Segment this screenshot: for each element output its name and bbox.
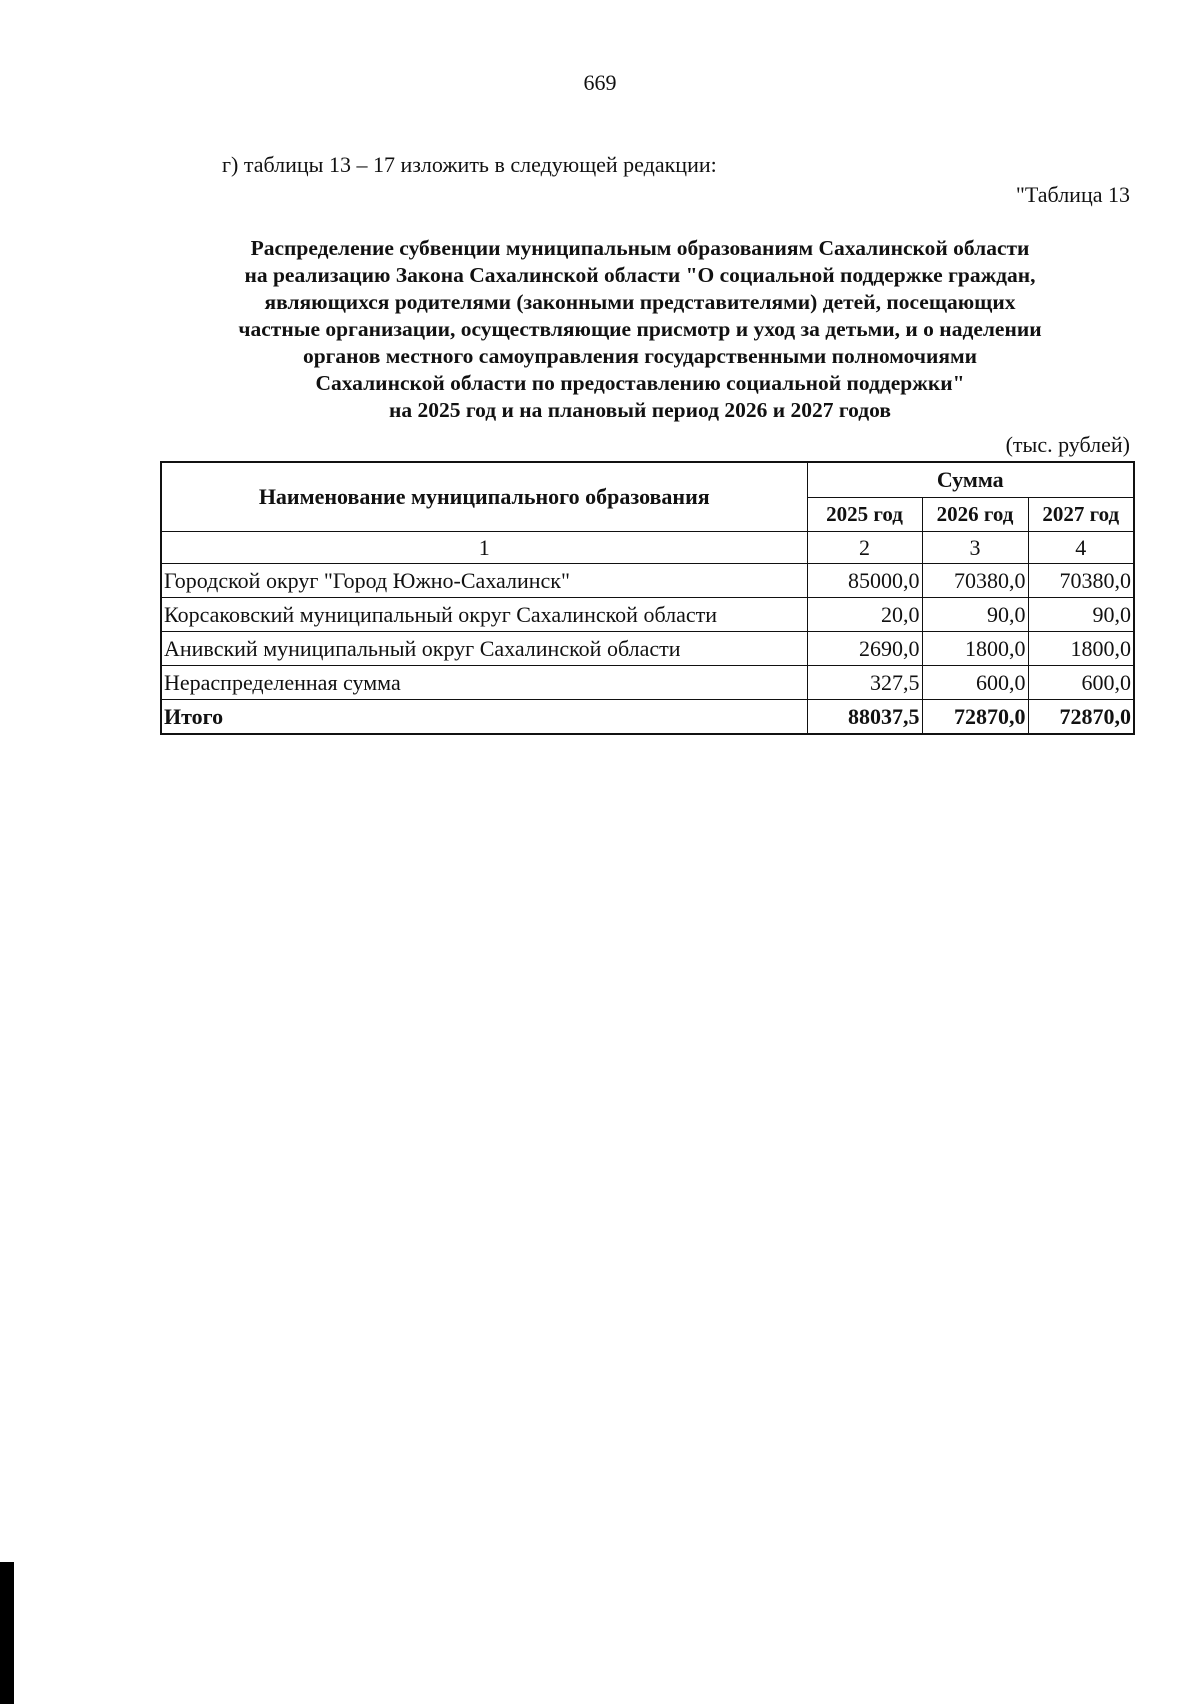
amount-2027: 1800,0 [1028,632,1134,666]
amount-2025: 20,0 [807,598,922,632]
title-line: на реализацию Закона Сахалинской области "О социальной поддержке граждан, [244,263,1036,287]
column-number: 1 [161,532,807,564]
column-number: 2 [807,532,922,564]
total-2027: 72870,0 [1028,700,1134,735]
municipality-name: Нераспределенная сумма [161,666,807,700]
amount-2025: 327,5 [807,666,922,700]
table-row [161,666,1134,700]
header-year: 2026 год [922,497,1028,532]
header-year: 2025 год [807,497,922,532]
header-sum: Сумма [807,462,1134,497]
total-2026: 72870,0 [922,700,1028,735]
total-row [161,700,1134,735]
table-row [161,598,1134,632]
municipality-name: Корсаковский муниципальный округ Сахалинской области [161,598,807,632]
amount-2027: 90,0 [1028,598,1134,632]
amount-2027: 600,0 [1028,666,1134,700]
table-row [161,564,1134,598]
table-row [161,632,1134,666]
header-year: 2027 год [1028,497,1134,532]
title-line: на 2025 год и на плановый период 2026 и 2027 годов [389,398,891,422]
amount-2026: 600,0 [922,666,1028,700]
column-number-row [161,532,1134,564]
amount-2026: 1800,0 [922,632,1028,666]
column-number: 4 [1028,532,1134,564]
column-number: 3 [922,532,1028,564]
total-2025: 88037,5 [807,700,922,735]
municipality-name: Анивский муниципальный округ Сахалинской области [161,632,807,666]
scan-edge-mark [0,1562,14,1704]
amount-2025: 85000,0 [807,564,922,598]
amount-2026: 90,0 [922,598,1028,632]
document-title [160,235,1120,424]
title-line: Распределение субвенции муниципальным образованиям Сахалинской области [250,236,1030,260]
page-number: 669 [583,70,617,95]
municipality-name: Городской округ "Город Южно-Сахалинск" [161,564,807,598]
total-label: Итого [161,700,807,735]
title-line: органов местного самоуправления государственными полномочиями [302,344,978,368]
intro-text: г) таблицы 13 – 17 изложить в следующей редакции: [222,152,717,177]
header-municipality-name: Наименование муниципального образования [161,462,807,532]
amount-2025: 2690,0 [807,632,922,666]
amount-2027: 70380,0 [1028,564,1134,598]
amount-2026: 70380,0 [922,564,1028,598]
units-label: (тыс. рублей) [1005,432,1130,457]
subvention-table [160,461,1135,735]
title-line: Сахалинской области по предоставлению социальной поддержки" [315,371,965,395]
table-label: "Таблица 13 [1015,182,1130,207]
title-line: частные организации, осуществляющие присмотр и уход за детьми, и о наделении [238,317,1042,341]
title-line: являющихся родителями (законными представителями) детей, посещающих [264,290,1016,314]
